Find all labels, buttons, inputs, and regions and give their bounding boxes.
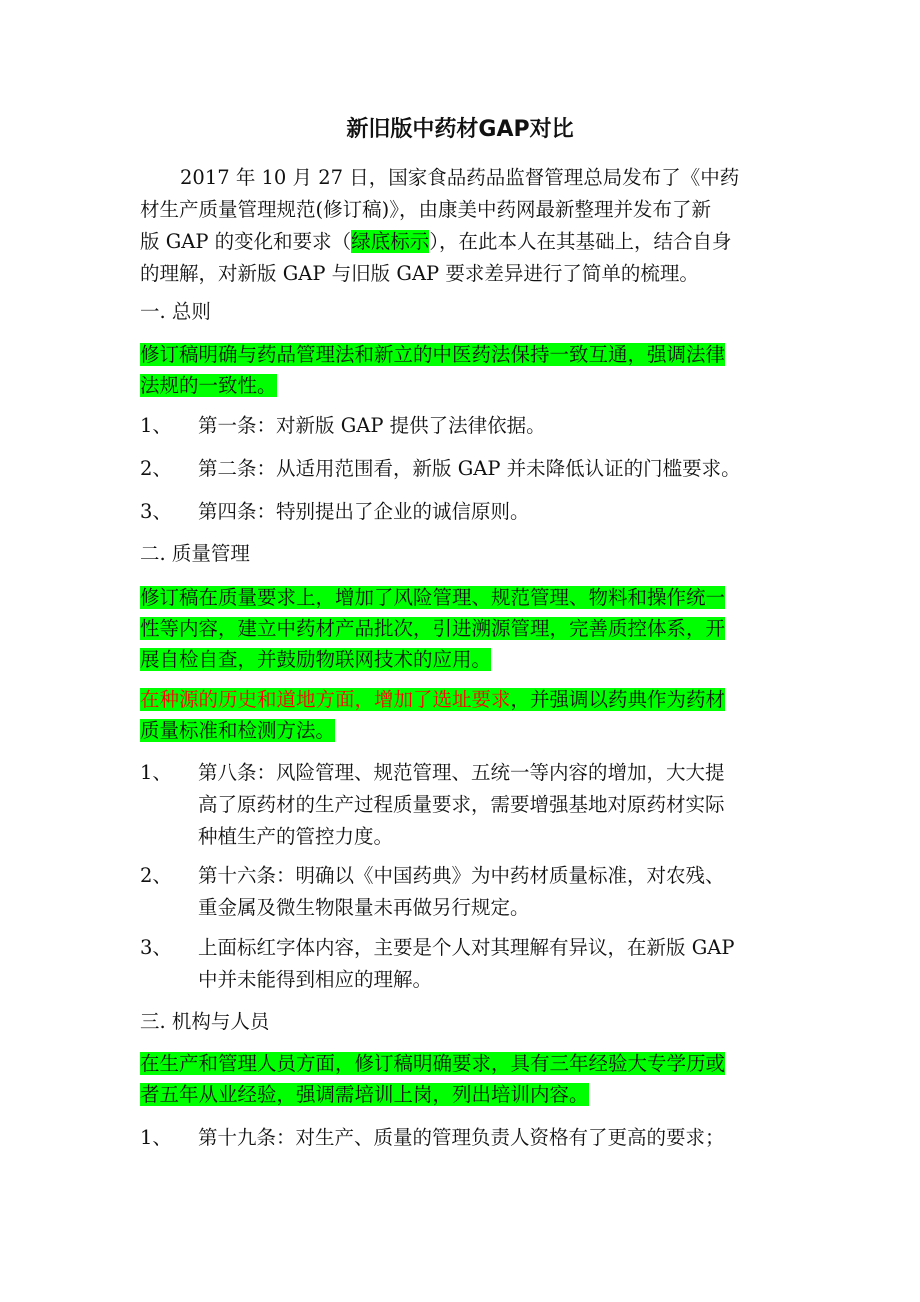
intro-paragraph: [140, 162, 782, 290]
highlight-line: 在生产和管理人员方面，修订稿明确要求，具有三年经验大专学历或: [140, 1052, 726, 1075]
section-heading: 一. 总则: [140, 300, 211, 323]
green-highlight-label: 绿底标示: [351, 230, 430, 253]
item-text: 重金属及微生物限量未再做另行规定。: [198, 896, 530, 919]
item-text: 第一条：对新版 GAP 提供了法律依据。: [198, 414, 546, 437]
highlight-line: 法规的一致性。: [140, 374, 277, 397]
item-number: 1、: [140, 1126, 172, 1149]
section-heading: 三. 机构与人员: [140, 1010, 270, 1033]
item-number: 3、: [140, 500, 172, 523]
highlight-line: 在种源的历史和道地方面，增加了选址要求，并强调以药典作为药材: [140, 688, 726, 711]
red-text: 在种源的历史和道地方面，增加了选址要求: [140, 688, 511, 711]
item-text: 种植生产的管控力度。: [198, 825, 394, 848]
highlight-line: 展自检自查，并鼓励物联网技术的应用。: [140, 648, 492, 671]
item-number: 3、: [140, 936, 172, 959]
highlight-line: 修订稿明确与药品管理法和新立的中医药法保持一致互通，强调法律: [140, 343, 726, 366]
highlight-line: 质量标准和检测方法。: [140, 719, 336, 742]
highlight-line: 性等内容，建立中药材产品批次，引进溯源管理，完善质控体系，开: [140, 617, 726, 640]
document-title: 新旧版中药材GAP对比: [346, 117, 574, 142]
item-number: 1、: [140, 761, 172, 784]
item-number: 1、: [140, 414, 172, 437]
section-heading: 二. 质量管理: [140, 542, 250, 565]
highlight-block: [140, 582, 782, 675]
highlight-block: [140, 1048, 782, 1110]
intro-line: 的理解，对新版 GAP 与旧版 GAP 要求差异进行了简单的梳理。: [140, 262, 699, 285]
intro-text: 版 GAP 的变化和要求（: [140, 230, 352, 253]
item-number: 2、: [140, 864, 172, 887]
item-text: 第十六条：明确以《中国药典》为中药材质量标准，对农残、: [198, 864, 725, 887]
highlight-line: 者五年从业经验，强调需培训上岗，列出培训内容。: [140, 1083, 589, 1106]
red-highlight-block: [140, 684, 782, 746]
item-text: 第四条：特别提出了企业的诚信原则。: [198, 500, 530, 523]
intro-line: 2017 年 10 月 27 日，国家食品药品监督管理总局发布了《中药: [180, 166, 740, 189]
item-text: 中并未能得到相应的理解。: [198, 968, 433, 991]
item-number: 2、: [140, 457, 172, 480]
item-text: 高了原药材的生产过程质量要求，需要增强基地对原药材实际: [198, 793, 725, 816]
intro-line: 材生产质量管理规范(修订稿)》，由康美中药网最新整理并发布了新: [140, 198, 711, 221]
item-text: 第二条：从适用范围看，新版 GAP 并未降低认证的门槛要求。: [198, 457, 741, 480]
item-text: 上面标红字体内容，主要是个人对其理解有异议，在新版 GAP: [198, 936, 735, 959]
highlight-line: 修订稿在质量要求上，增加了风险管理、规范管理、物料和操作统一: [140, 586, 726, 609]
intro-text: ），在此本人在其基础上，结合自身: [429, 230, 732, 253]
intro-line: [140, 226, 782, 258]
item-text: 第十九条：对生产、质量的管理负责人资格有了更高的要求；: [198, 1126, 725, 1149]
item-text: 第八条：风险管理、规范管理、五统一等内容的增加，大大提: [198, 761, 725, 784]
highlight-block: [140, 339, 782, 401]
